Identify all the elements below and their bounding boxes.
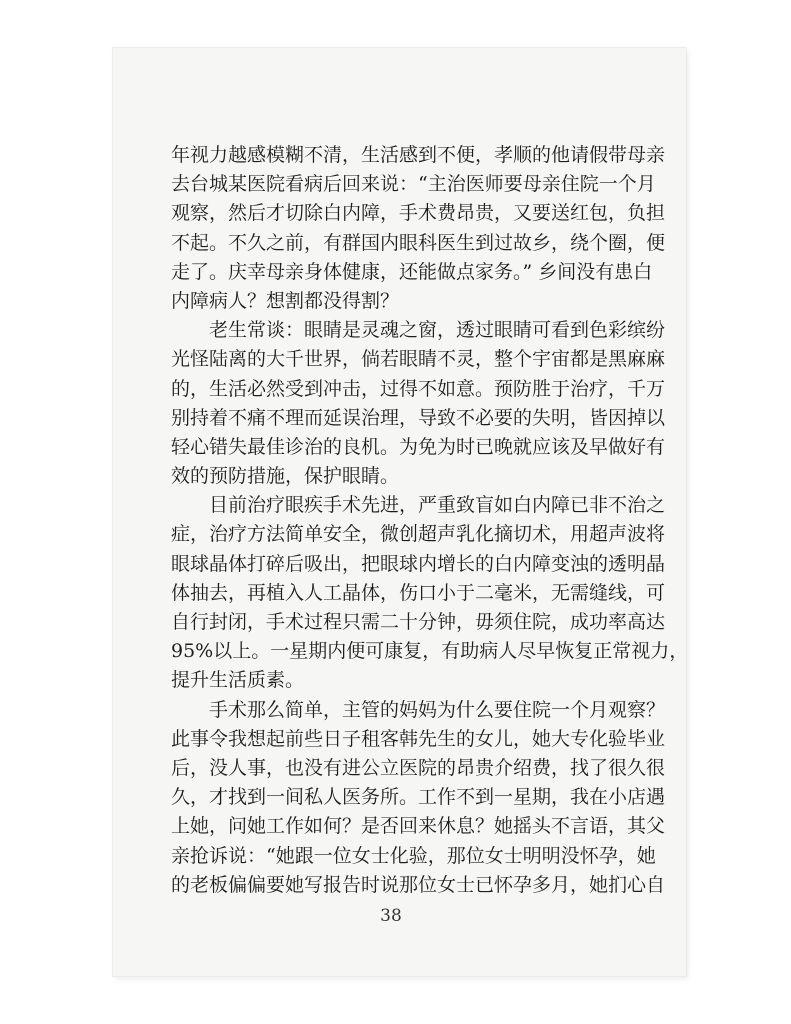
- text-line: 后，没人事，也没有进公立医院的昂贵介绍费，找了很久很: [171, 756, 666, 779]
- text-line: 久，才找到一间私人医务所。工作不到一星期，我在小店遇: [171, 786, 666, 809]
- text-line: 的，生活必然受到冲击，过得不如意。预防胜于治疗，千万: [171, 377, 666, 400]
- text-line: 上她，问她工作如何？是否回来休息？她摇头不言语，其父: [171, 815, 666, 838]
- text-line: 体抽去，再植入人工晶体，伤口小于二毫米，无需缝线，可: [171, 581, 666, 604]
- text-line: 症，治疗方法简单安全，微创超声乳化摘切术，用超声波将: [171, 523, 666, 546]
- paragraph-3: [171, 491, 689, 695]
- text-line: 观察，然后才切除白内障，手术费昂贵，又要送红包，负担: [171, 202, 666, 225]
- text-line: 亲抢诉说：“她跟一位女士化验，那位女士明明没怀孕，她: [171, 844, 656, 867]
- paragraph-4: [171, 696, 666, 900]
- text-line: 轻心错失最佳诊治的良机。为免为时已晚就应该及早做好有: [171, 435, 666, 458]
- body-text: [171, 141, 689, 900]
- paragraph-2: [171, 316, 666, 491]
- text-line: 走了。庆幸母亲身体健康，还能做点家务。” 乡间没有患白: [171, 260, 653, 283]
- text-line: 别持着不痛不理而延误治理，导致不必要的失明，皆因掉以: [171, 406, 666, 429]
- text-line: 此事令我想起前些日子租客韩先生的女儿，她大专化验毕业: [171, 727, 666, 750]
- paragraph-1: [171, 141, 666, 316]
- text-line: 不起。不久之前，有群国内眼科医生到过故乡，绕个圈，便: [171, 231, 666, 254]
- text-line: 眼球晶体打碎后吸出，把眼球内增长的白内障变浊的透明晶: [171, 552, 666, 575]
- text-line: 提升生活质素。: [171, 669, 305, 692]
- text-line: 自行封闭，手术过程只需二十分钟，毋须住院，成功率高达: [171, 611, 666, 633]
- text-line: 老生常谈：眼睛是灵魂之窗，透过眼睛可看到色彩缤纷: [209, 319, 666, 342]
- text-line: 目前治疗眼疾手术先进，严重致盲如白内障已非不治之: [209, 494, 666, 517]
- text-line: 去台城某医院看病后回来说：“主治医师要母亲住院一个月: [171, 173, 656, 196]
- text-line: 95%以上。一星期内便可康复，有助病人尽早恢复正常视力，: [171, 640, 689, 663]
- text-line: 效的预防措施，保护眼睛。: [171, 465, 400, 488]
- page-number: 38: [380, 906, 402, 926]
- text-line: 光怪陆离的大千世界，倘若眼睛不灵，整个宇宙都是黑麻麻: [171, 348, 666, 371]
- text-line: 内障病人？想割都没得割？: [171, 289, 400, 312]
- text-line: 的老板偏偏要她写报告时说那位女士已怀孕多月，她扪心自: [171, 873, 666, 896]
- text-line: 手术那么简单，主管的妈妈为什么要住院一个月观察？: [209, 698, 666, 721]
- text-line: 年视力越感模糊不清，生活感到不便，孝顺的他请假带母亲: [171, 144, 666, 166]
